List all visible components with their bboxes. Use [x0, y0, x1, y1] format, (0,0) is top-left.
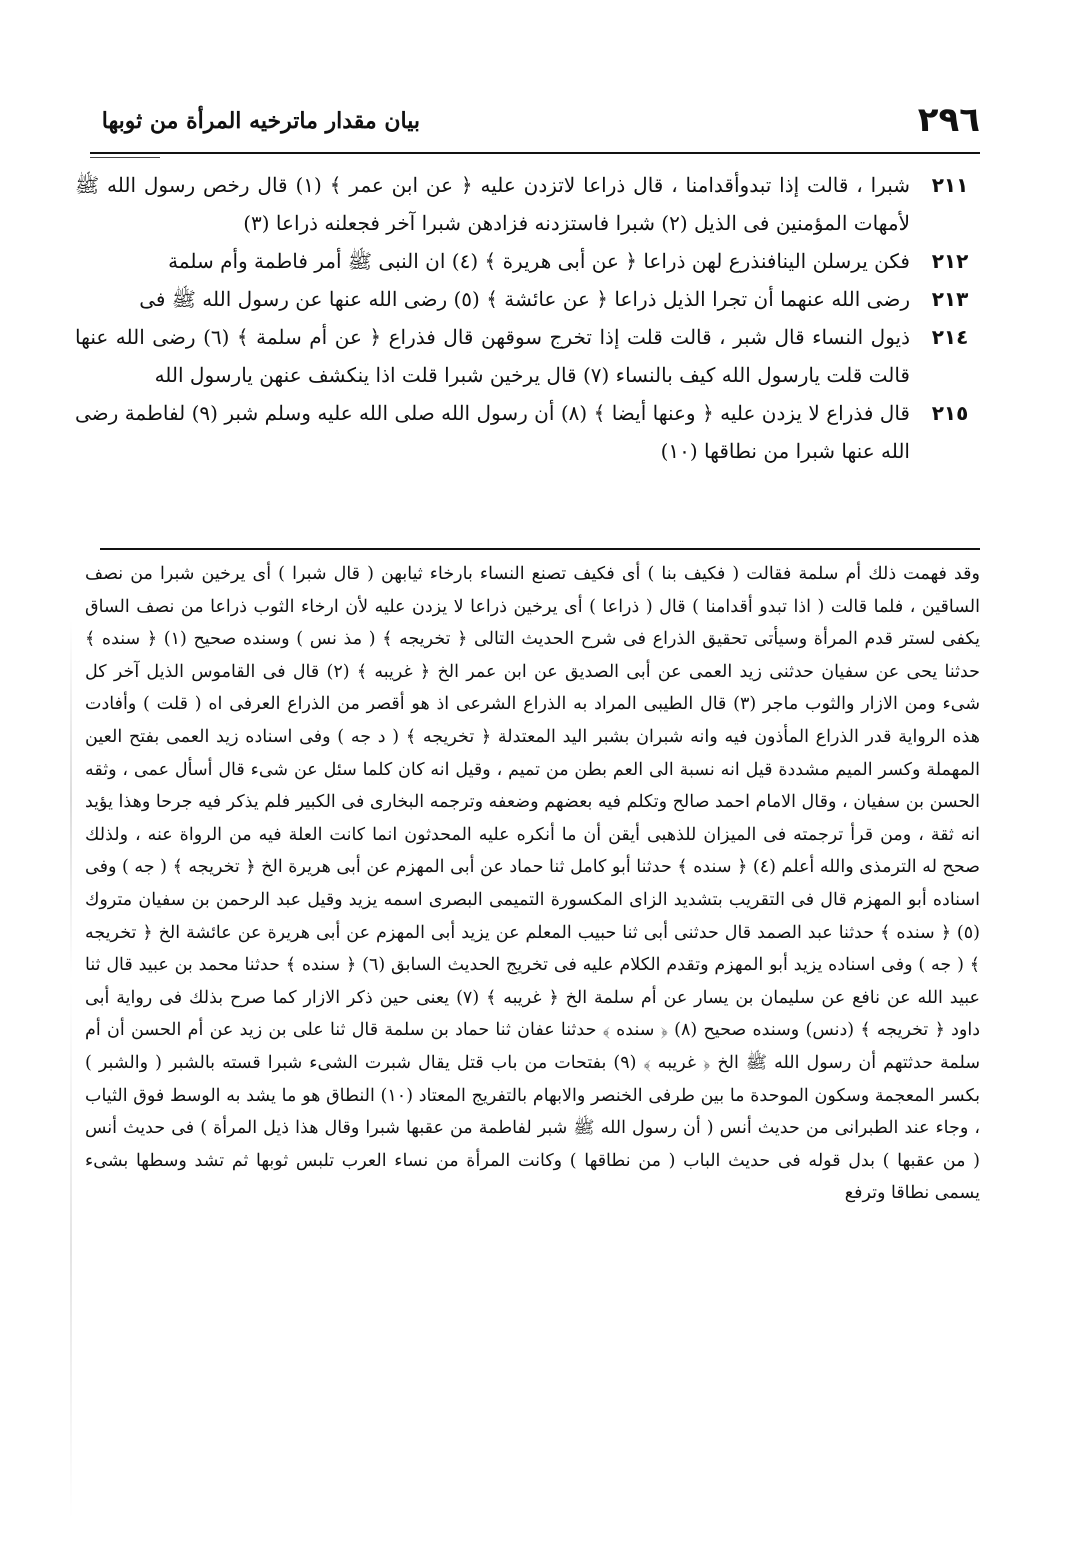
hadith-number: ٢١٣: [931, 287, 969, 311]
hadith-text: رضى الله عنهما أن تجرا الذيل ذراعا ﴿ عن عائشة ﴾ (٥) رضى الله عنها عن رسول الله ﷺ فى: [139, 287, 910, 311]
hadith-number: ٢١٥: [931, 401, 969, 425]
hadith-text: شبرا ، قالت إذا تبدوأقدامنا ، قال ذراعا لاتزدن عليه ﴿ عن ابن عمر ﴾ (١) قال رخص رسول الله ﷺ لأمهات المؤمنين فى الذيل (٢) شبرا فاستزدنه فزادهن شبرا آخر فجعلنه ذراعا (٣): [75, 173, 911, 235]
section-divider: [100, 548, 980, 550]
commentary-footnotes: [85, 558, 980, 1528]
hadith-entry: [75, 242, 980, 280]
hadith-entry: [75, 318, 980, 394]
header-rule: [90, 152, 980, 154]
hadith-section: [75, 166, 980, 470]
hadith-number: ٢١٤: [931, 325, 969, 349]
hadith-text: قال فذراع لا يزدن عليه ﴿ وعنها أيضا ﴾ (٨) أن رسول الله صلى الله عليه وسلم شبر (٩) لفاطمة رضى الله عنها شبرا من نطاقها (١٠): [75, 401, 910, 463]
scan-margin-mark: [70, 620, 72, 1520]
hadith-number: ٢١١: [931, 173, 969, 197]
page-header: [90, 100, 980, 150]
hadith-entry: [75, 166, 980, 242]
hadith-number: ٢١٢: [931, 249, 969, 273]
hadith-entry: [75, 280, 980, 318]
commentary-paragraph: وقد فهمت ذلك أم سلمة فقالت ( فكيف بنا ) أى فكيف تصنع النساء بارخاء ثيابهن ( قال شبرا ) أى يرخين شبرا من نصف الساقين ، فلما قالت ( اذا تبدو أقدامنا ) قال ( ذراعا ) أى يرخين ذراعا لا يزدن عليه لأن ارخاء الثوب ذراعا من نصف الساق يكفى لستر قدم المرأة وسيأتى تحقيق الذراع فى شرح الحديث التالى ﴿ تخريجه ﴾ ( مذ نس ) وسنده صحيح (١) ﴿ سنده ﴾ حدثنا يحى عن سفيان حدثنى زيد العمى عن أبى الصديق عن ابن عمر الخ ﴿ غريبه ﴾ (٢) قال فى القاموس الذيل آخر كل شىء ومن الازار والثوب ماجر (٣) قال الطيبى المراد به الذراع الشرعى اذ هو أقصر من الذراع العرفى اه ( قلت ) وأفادت هذه الرواية قدر الذراع المأذون فيه وانه شبران بشبر اليد المعتدلة ﴿ تخريجه ﴾ ( د جه ) وفى اسناده زيد العمى بفتح العين المهملة وكسر الميم مشددة قيل انه نسبة الى العم بطن من تميم ، وقيل انه كان كلما سئل عن شىء قال أسأل عمى ، وثقه الحسن بن سفيان ، وقال الامام احمد صالح وتكلم فيه بعضهم وضعفه وترجمه البخارى فى الكبير فلم يذكر فيه جرحا وهذا يؤيد انه ثقة ، ومن قرأ ترجمته فى الميزان للذهبى أيقن أن ما أنكره عليه المحدثون انما كانت العلة فيه من الرواة عنه ، ولذلك صحح له الترمذى والله أعلم (٤) ﴿ سنده ﴾ حدثنا أبو كامل ثنا حماد عن أبى المهزم عن أبى هريرة الخ ﴿ تخريجه ﴾ ( جه ) وفى اسناده أبو المهزم قال فى التقريب بتشديد الزاى المكسورة التميمى البصرى اسمه يزيد وقيل عبد الرحمن بن سفيان متروك (٥) ﴿ سنده ﴾ حدثنا عبد الصمد قال حدثنى أبى ثنا حبيب المعلم عن يزيد أبى المهزم عن أبى هريرة عن عائشة الخ ﴿ تخريجه ﴾ ( جه ) وفى اسناده يزيد أبو المهزم وتقدم الكلام عليه فى تخريج الحديث السابق (٦) ﴿ سنده ﴾ حدثنا محمد بن عبيد قال ثنا عبيد الله عن نافع عن سليمان بن يسار عن أم سلمة الخ ﴿ غريبه ﴾ (٧) يعنى حين ذكر الازار كما صرح بذلك فى رواية أبى داود ﴿ تخريجه ﴾ (دنس) وسنده صحيح (٨) ﴿ سنده ﴾ حدثنا عفان ثنا حماد بن سلمة قال ثنا على بن زيد عن أم الحسن أن أم سلمة حدثتهم أن رسول الله ﷺ الخ ﴿ غريبه ﴾ (٩) بفتحات من باب قتل يقال شبرت الشىء شبرا قسته بالشبر ( والشبر ) بكسر المعجمة وسكون الموحدة ما بين طرفى الخنصر والابهام بالتفريج المعتاد (١٠) النطاق هو ما يشد به الوسط فوق الثياب ، وجاء عند الطبرانى من حديث أنس ( أن رسول الله ﷺ شبر لفاطمة من عقبها شبرا وقال هذا ذيل المرأة ) فى حديث أنس ( من عقبها ) بدل قوله فى حديث الباب ( من نطاقها ) وكانت المرأة من نساء العرب تلبس ثوبها ثم تشد وسطها بشىء يسمى نطاقا وترفع: [85, 564, 980, 1204]
running-title: بيان مقدار ماترخيه المرأة من ثوبها: [101, 108, 420, 134]
header-rule-ornament: [90, 157, 160, 158]
hadith-entry: [75, 394, 980, 470]
hadith-text: فكن يرسلن الينافنذرع لهن ذراعا ﴿ عن أبى هريرة ﴾ (٤) ان النبى ﷺ أمر فاطمة وأم سلمة: [168, 249, 910, 273]
page-number: ٢٩٦: [917, 100, 980, 140]
hadith-text: ذيول النساء قال شبر ، قالت قلت إذا تخرج سوقهن قال فذراع ﴿ عن أم سلمة ﴾ (٦) رضى الله عنها قالت قلت يارسول الله كيف بالنساء (٧) قال يرخين شبرا قلت اذا ينكشف عنهن يارسول الله: [75, 325, 910, 387]
